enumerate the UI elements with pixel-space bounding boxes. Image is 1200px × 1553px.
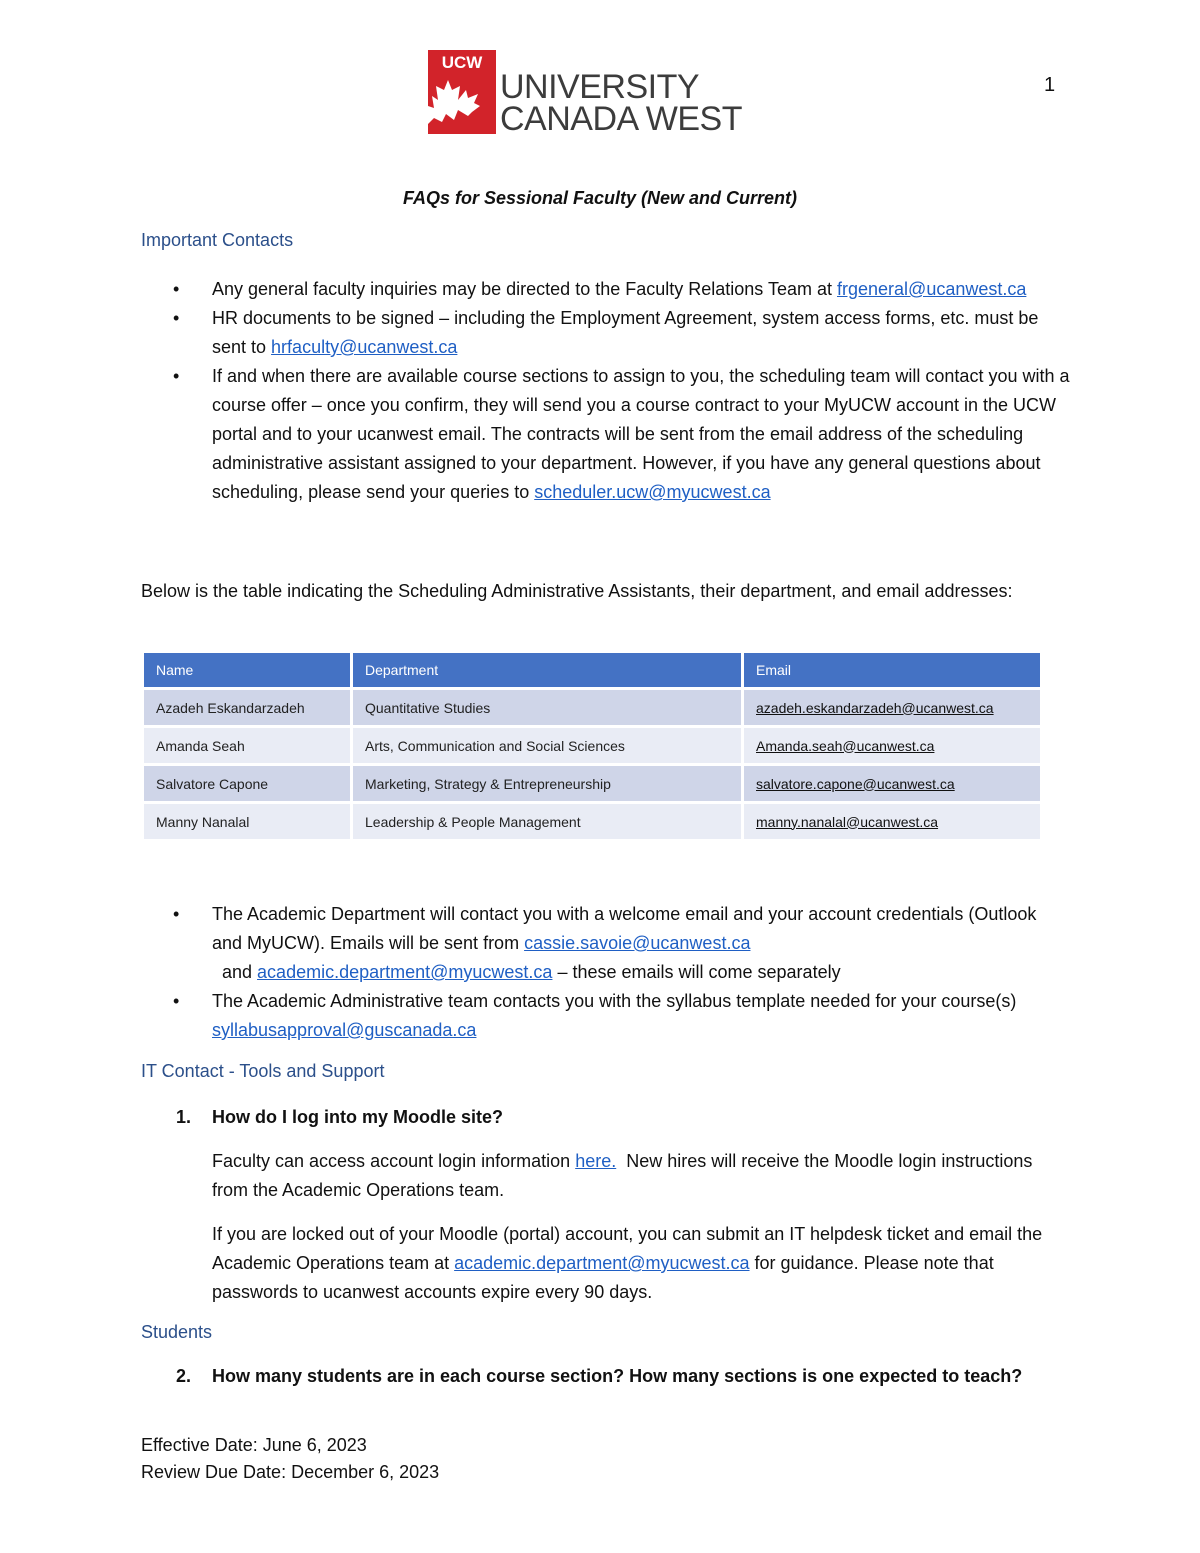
col-header-department: Department [353,653,741,687]
heading-students: Students [141,1322,213,1342]
email-link[interactable]: manny.nanalal@ucanwest.ca [756,813,939,830]
footer-dates [141,1432,439,1486]
syllabus-email-link[interactable]: syllabusapproval@guscanada.ca [212,1020,477,1040]
scheduler-email-link[interactable]: scheduler.ucw@myucwest.ca [534,482,771,502]
list-item: • Any general faculty inquiries may be directed to the Faculty Relations Team at frgeneral@ucanwest.ca [141,275,1071,304]
page-number: 1 [1044,74,1056,96]
heading-it-contact: IT Contact - Tools and Support [141,1061,385,1081]
question-number: 1. [176,1107,192,1127]
question-students-per-section: How many students are in each course section? How many sections is one expected to teach? [212,1366,1023,1386]
logo-badge-text: UCW [441,53,483,72]
bullet-icon: • [173,904,180,924]
table-row: Azadeh Eskandarzadeh Quantitative Studies azadeh.eskandarzadeh@ucanwest.ca [144,690,1040,725]
email-link[interactable]: salvatore.capone@ucanwest.ca [756,775,955,792]
maple-leaf-badge-icon [428,50,496,134]
bullet-icon: • [173,308,180,328]
list-item: • If and when there are available course sections to assign to you, the scheduling team will contact you with a course offer – once you confirm, they will send you a course contract to your MyUCW account in the UCW portal and to your ucanwest email. The contracts will be sent from the email address of the scheduling administrative assistant assigned to your department. However, if you have any general questions about scheduling, please send your queries to scheduler.ucw@myucwest.ca [141,362,1071,507]
table-header-row [144,653,1040,687]
col-header-email: Email [744,653,1040,687]
logo-line-canada-west: CANADA WEST [500,100,742,138]
scheduling-admins-table [141,650,1043,842]
email-link[interactable]: Amanda.seah@ucanwest.ca [756,737,935,754]
bullet-icon: • [173,279,180,299]
bullet-icon: • [173,366,180,386]
answer-paragraph: Faculty can access account login information here. New hires will receive the Moodle login instructions from the Academic Operations team. [212,1151,1038,1200]
here-link[interactable]: here. [575,1151,617,1171]
list-item: • The Academic Administrative team contacts you with the syllabus template needed for your course(s) syllabusapproval@guscanada.ca [141,987,1071,1045]
question-moodle-login: How do I log into my Moodle site? [212,1107,503,1127]
col-header-name: Name [144,653,350,687]
contacts-list [141,275,1071,507]
cassie-email-link[interactable]: cassie.savoie@ucanwest.ca [524,933,751,953]
table-row: Salvatore Capone Marketing, Strategy & Entrepreneurship salvatore.capone@ucanwest.ca [144,766,1040,801]
logo-line-university: UNIVERSITY [500,68,700,106]
hrfaculty-email-link[interactable]: hrfaculty@ucanwest.ca [271,337,458,357]
answer-paragraph: If you are locked out of your Moodle (portal) account, you can submit an IT helpdesk ticket and email the Academic Operations team at academic.department@myucwest.ca for guidance. Please note that passwords to ucanwest accounts expire every 90 days. [212,1224,1043,1302]
list-item: • The Academic Department will contact you with a welcome email and your account credentials (Outlook and MyUCW). Emails will be sent from cassie.savoie@ucanwest.ca and academic.department@myucwest.ca – these emails will come separately [141,900,1071,987]
heading-important-contacts: Important Contacts [141,230,294,250]
bullet-icon: • [173,991,180,1011]
list-item: • HR documents to be signed – including the Employment Agreement, system access forms, etc. must be sent to hrfaculty@ucanwest.ca [141,304,1071,362]
email-link[interactable]: azadeh.eskandarzadeh@ucanwest.ca [756,699,994,716]
effective-date: Effective Date: June 6, 2023 [141,1435,367,1455]
ucw-logo [428,50,778,136]
frgeneral-email-link[interactable]: frgeneral@ucanwest.ca [837,279,1027,299]
review-due-date: Review Due Date: December 6, 2023 [141,1462,440,1482]
table-intro: Below is the table indicating the Scheduling Administrative Assistants, their department, and email addresses: [141,581,1013,601]
academic-department-email-link[interactable]: academic.department@myucwest.ca [454,1253,750,1273]
table-row: Manny Nanalal Leadership & People Management manny.nanalal@ucanwest.ca [144,804,1040,839]
academic-department-email-link[interactable]: academic.department@myucwest.ca [257,962,553,982]
table-row: Amanda Seah Arts, Communication and Social Sciences Amanda.seah@ucanwest.ca [144,728,1040,763]
document-title: FAQs for Sessional Faculty (New and Current) [402,188,798,208]
question-number: 2. [176,1366,192,1386]
onboarding-list [141,900,1071,1045]
